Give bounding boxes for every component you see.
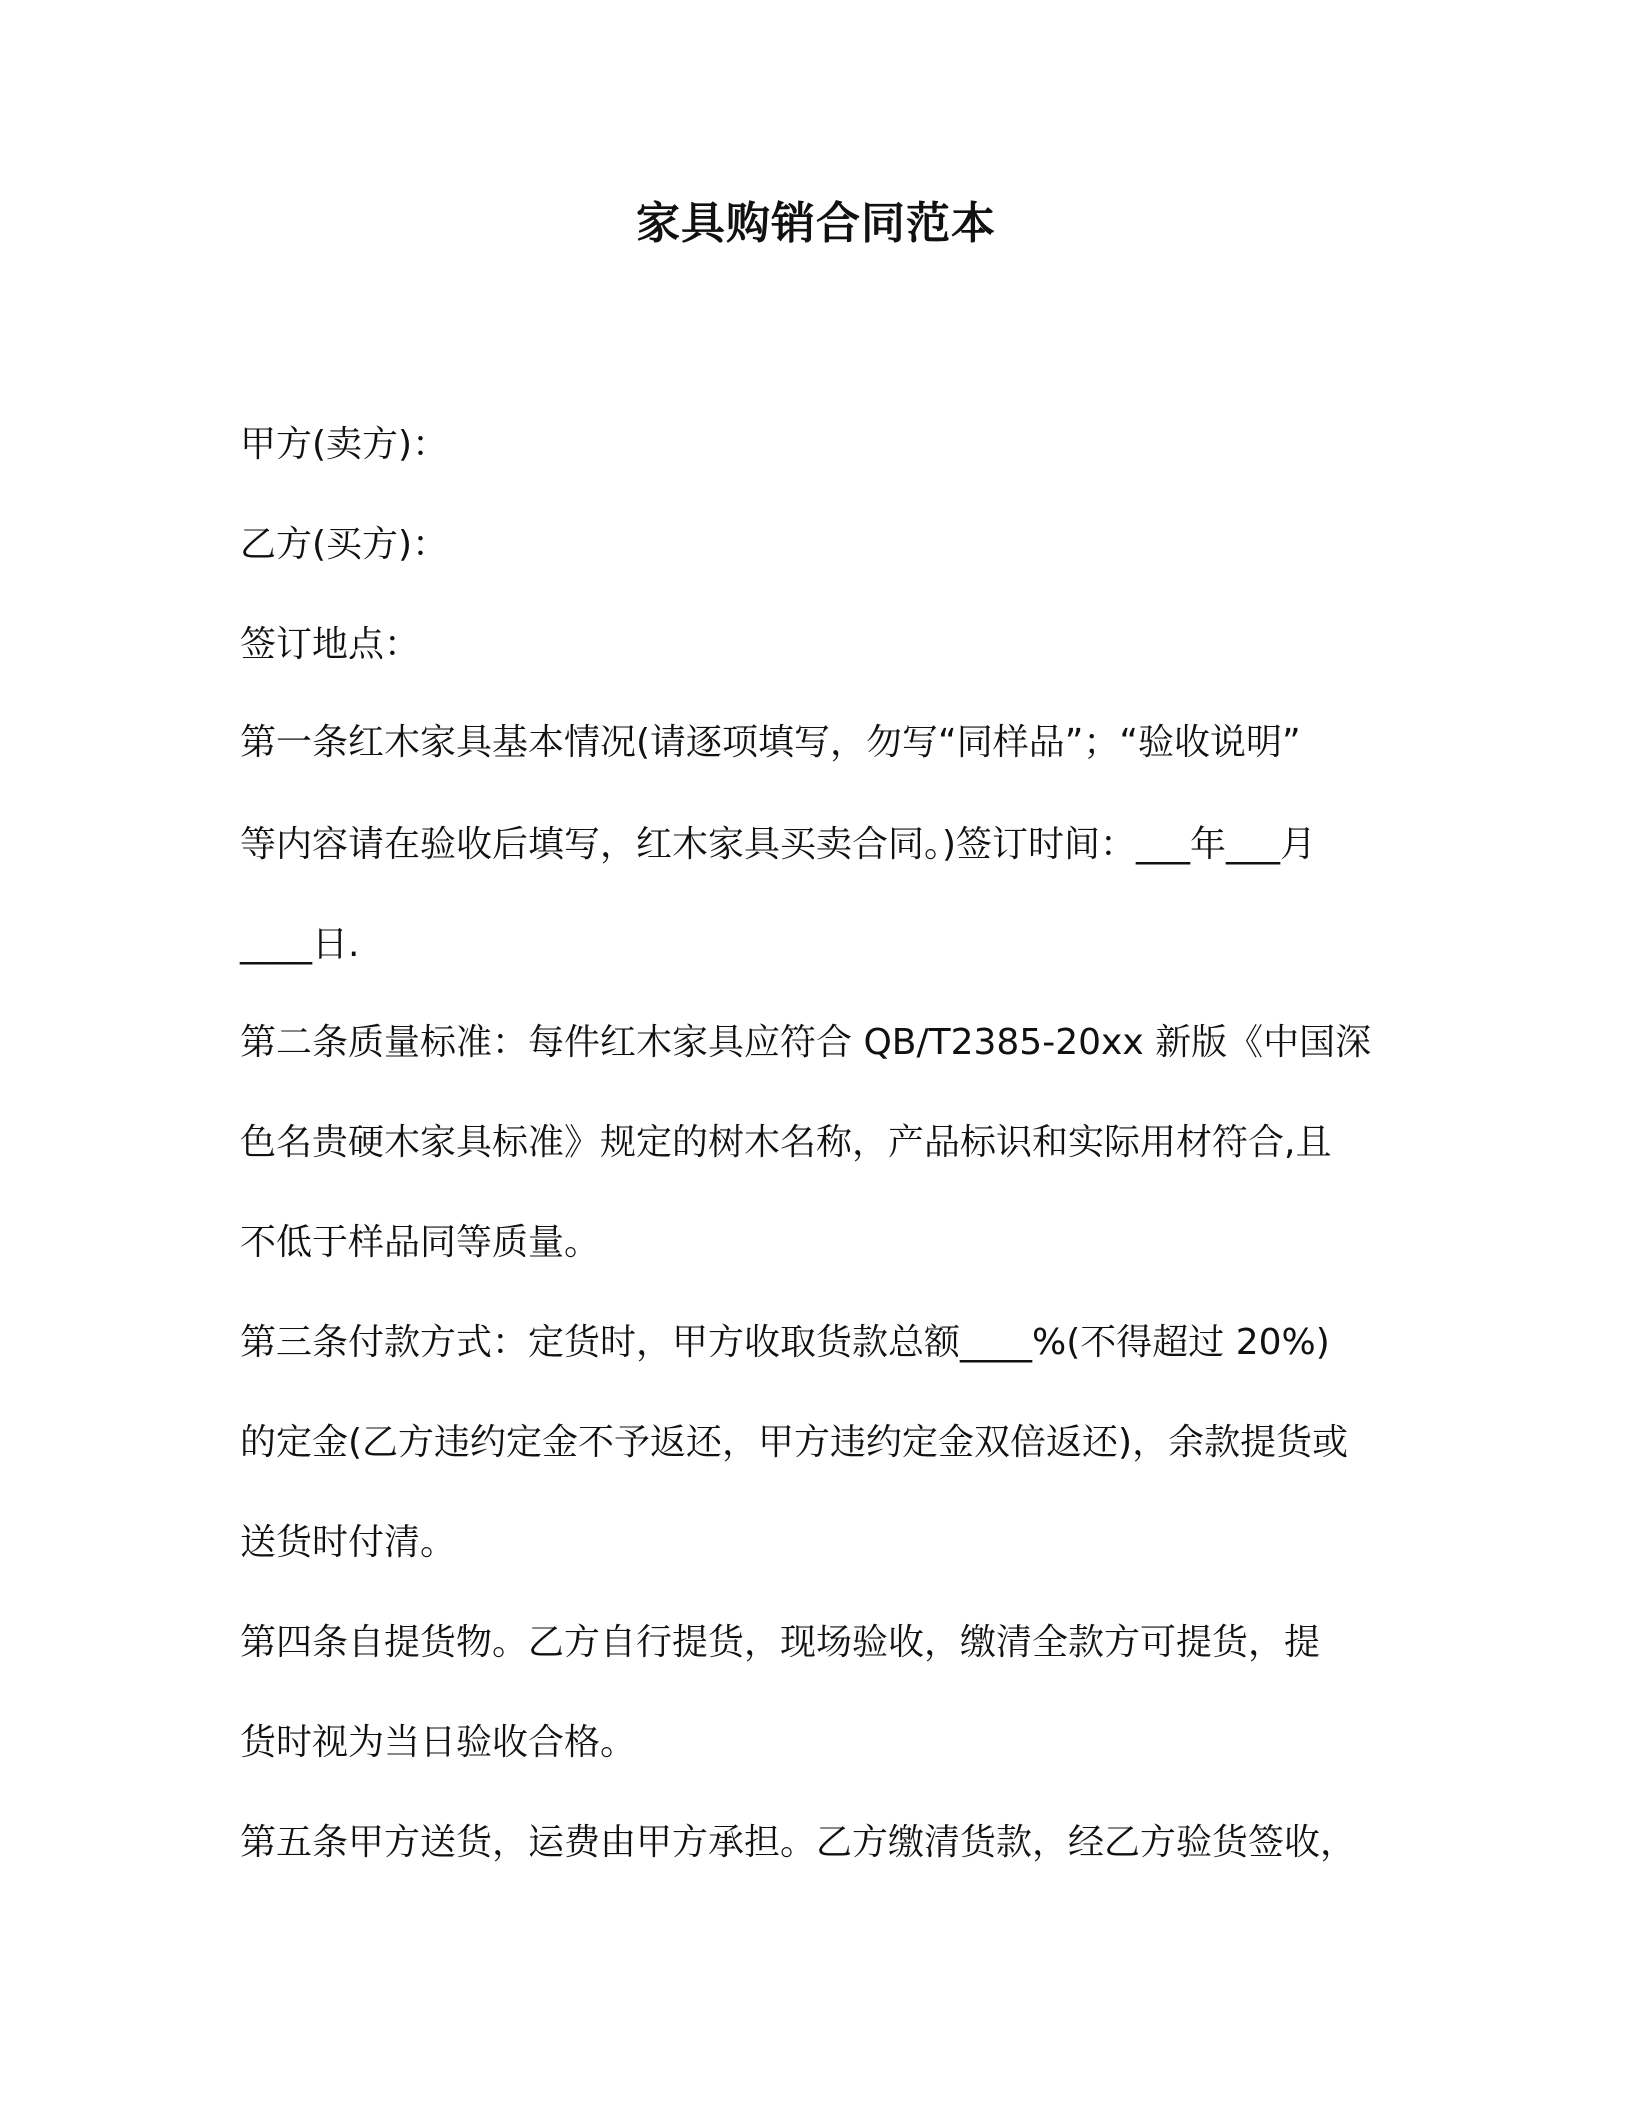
seller-party-line: 甲方(卖方)： <box>240 424 449 465</box>
article-4-line-1: 第四条自提货物。乙方自行提货，现场验收，缴清全款方可提货，提 <box>240 1622 1321 1663</box>
article-4-line-2: 货时视为当日验收合格。 <box>240 1722 637 1763</box>
article-2-line-1: 第二条质量标准：每件红木家具应符合 QB/T2385-20xx 新版《中国深 <box>240 1022 1372 1063</box>
signing-location-line: 签订地点： <box>240 624 421 665</box>
article-1-line-2: 等内容请在验收后填写，红木家具买卖合同。)签订时间：___年___月 <box>240 824 1317 865</box>
article-2-line-2: 色名贵硬木家具标准》规定的树木名称，产品标识和实际用材符合,且 <box>240 1122 1332 1163</box>
article-3-line-2: 的定金(乙方违约定金不予返还，甲方违约定金双倍返还)，余款提货或 <box>240 1422 1349 1463</box>
article-2-line-3: 不低于样品同等质量。 <box>240 1222 601 1263</box>
article-3-line-3: 送货时付清。 <box>240 1522 457 1563</box>
article-1-line-3: ____日. <box>240 924 360 965</box>
buyer-party-line: 乙方(买方)： <box>240 524 449 565</box>
article-3-line-1: 第三条付款方式：定货时，甲方收取货款总额____%(不得超过 20%) <box>240 1322 1330 1363</box>
article-5-line-1: 第五条甲方送货，运费由甲方承担。乙方缴清货款，经乙方验货签收， <box>240 1822 1357 1863</box>
document-title: 家具购销合同范本 <box>636 198 996 249</box>
article-1-line-1: 第一条红木家具基本情况(请逐项填写，勿写“同样品”；“验收说明” <box>240 722 1301 763</box>
